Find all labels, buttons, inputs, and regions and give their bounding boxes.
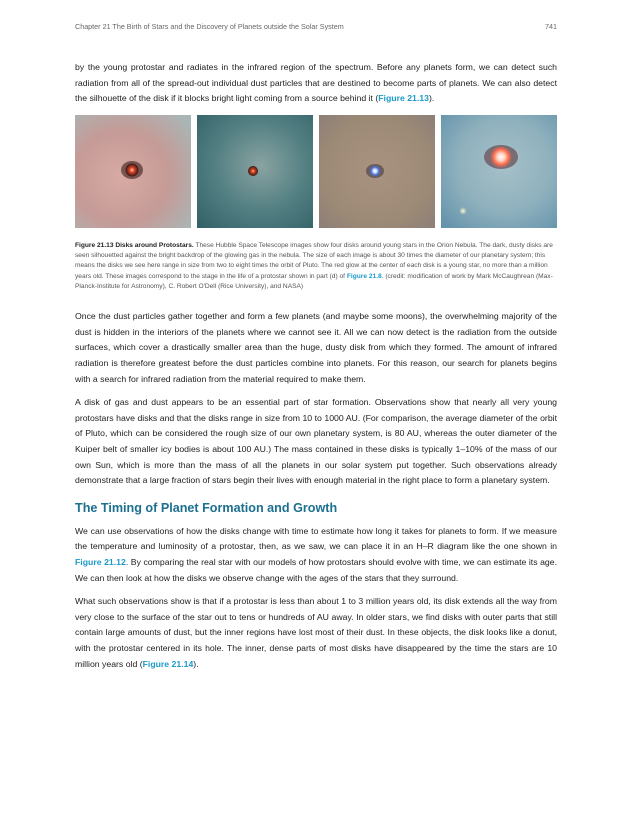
paragraph-5: What such observations show is that if a protostar is less than about 1 to 3 million years old, its disk extends all the way from very close to the surface of the star out to tens or hundreds of AU away. In older stars, we find disks with outer parts that still contain large amounts of dust, but the inner regions have lost most of their dust. In these objects, the disk looks like a donut, with the protostar centered in its hole. The inner, dense parts of most disks have disappeared by the time the stars are 10 million years old (Figure 21.14). bbox=[75, 596, 557, 669]
figure-21-14-link[interactable]: Figure 21.14 bbox=[142, 658, 194, 669]
page-content bbox=[75, 60, 557, 680]
chapter-title: Chapter 21 The Birth of Stars and the Discovery of Planets outside the Solar System bbox=[75, 22, 344, 31]
paragraph-2: Once the dust particles gather together and form a few planets (and maybe some moons), the overwhelming majority of the dust is hidden in the interiors of the planets where we cannot see it. All we can now detect is the radiation from the outside surfaces, which cover a drastically smaller area than the huge, dusty disk from which they formed. The amount of infrared radiation is therefore greatest before the dust particles combine into planets. For this reason, our search for planets begins with a search for infrared radiation from the material required to make them. bbox=[75, 311, 557, 384]
figure-caption: Figure 21.13 Disks around Protostars. These Hubble Space Telescope images show four disks around young stars in the Orion Nebula. The dark, dusty disks are seen silhouetted against the bright backdrop of the glowing gas in the nebula. The size of each image is about 30 times the diameter of our planetary system; this means the disks we see here range in size from two to eight times the orbit of Pluto. The red glow at the center of each disk is a young star, no more than a million years old. These images correspond to the stage in the life of a protostar shown in part (d) of Figure 21.8. (credit: modification of work by Mark McCaughrean (Max-Planck-Institute for Astronomy), C. Robert O'Dell (Rice University), and NASA) bbox=[75, 241, 553, 290]
protostar-disk-image-1 bbox=[75, 115, 191, 228]
paragraph-3: A disk of gas and dust appears to be an essential part of star formation. Observations show that nearly all very young protostars have disks and that the disks range in size from 10 to 1000 AU. (For comparison, the average diameter of the orbit of Pluto, which can be considered the rough size of our own planetary system, is 80 AU, whereas the outer diameter of the Kuiper belt of smaller icy bodies is about 100 AU.) The mass contained in these disks is typically 1–10% of the mass of our own Sun, which is more than the mass of all the planets in our solar system put together. Such observations already demonstrate that a large fraction of stars begin their lives with enough material in the right place to form a planetary system. bbox=[75, 397, 557, 486]
figure-21-8-link[interactable]: Figure 21.8 bbox=[346, 272, 382, 280]
caption-label: Figure 21.13 Disks around Protostars. bbox=[75, 241, 194, 249]
figure-21-13-images bbox=[75, 115, 557, 228]
protostar-disk-image-4 bbox=[441, 115, 557, 228]
figure-21-12-link[interactable]: Figure 21.12 bbox=[75, 556, 126, 567]
protostar-disk-image-3 bbox=[319, 115, 435, 228]
paragraph-4: We can use observations of how the disks change with time to estimate how long it takes for planets to form. If we measure the temperature and luminosity of a protostar, then, as we saw, we can place it in an H–R diagram like the one shown in Figure 21.12. By comparing the real star with our models of how protostars should evolve with time, we can estimate its age. We can then look at how the disks we observe change with the ages of the stars that they surround. bbox=[75, 525, 558, 583]
running-head bbox=[75, 22, 557, 31]
figure-21-13-link[interactable]: Figure 21.13 bbox=[378, 93, 429, 104]
paragraph-1: by the young protostar and radiates in the infrared region of the spectrum. Before any planets form, we can detect such radiation from all of the spread-out individual dust particles that are destined to become parts of planets. We can also detect the silhouette of the disk if it blocks bright light coming from a source behind it (Figure 21.13). bbox=[75, 62, 557, 104]
protostar-disk-image-2 bbox=[197, 115, 313, 228]
page-number: 741 bbox=[545, 22, 557, 31]
section-heading: The Timing of Planet Formation and Growth bbox=[75, 500, 338, 515]
